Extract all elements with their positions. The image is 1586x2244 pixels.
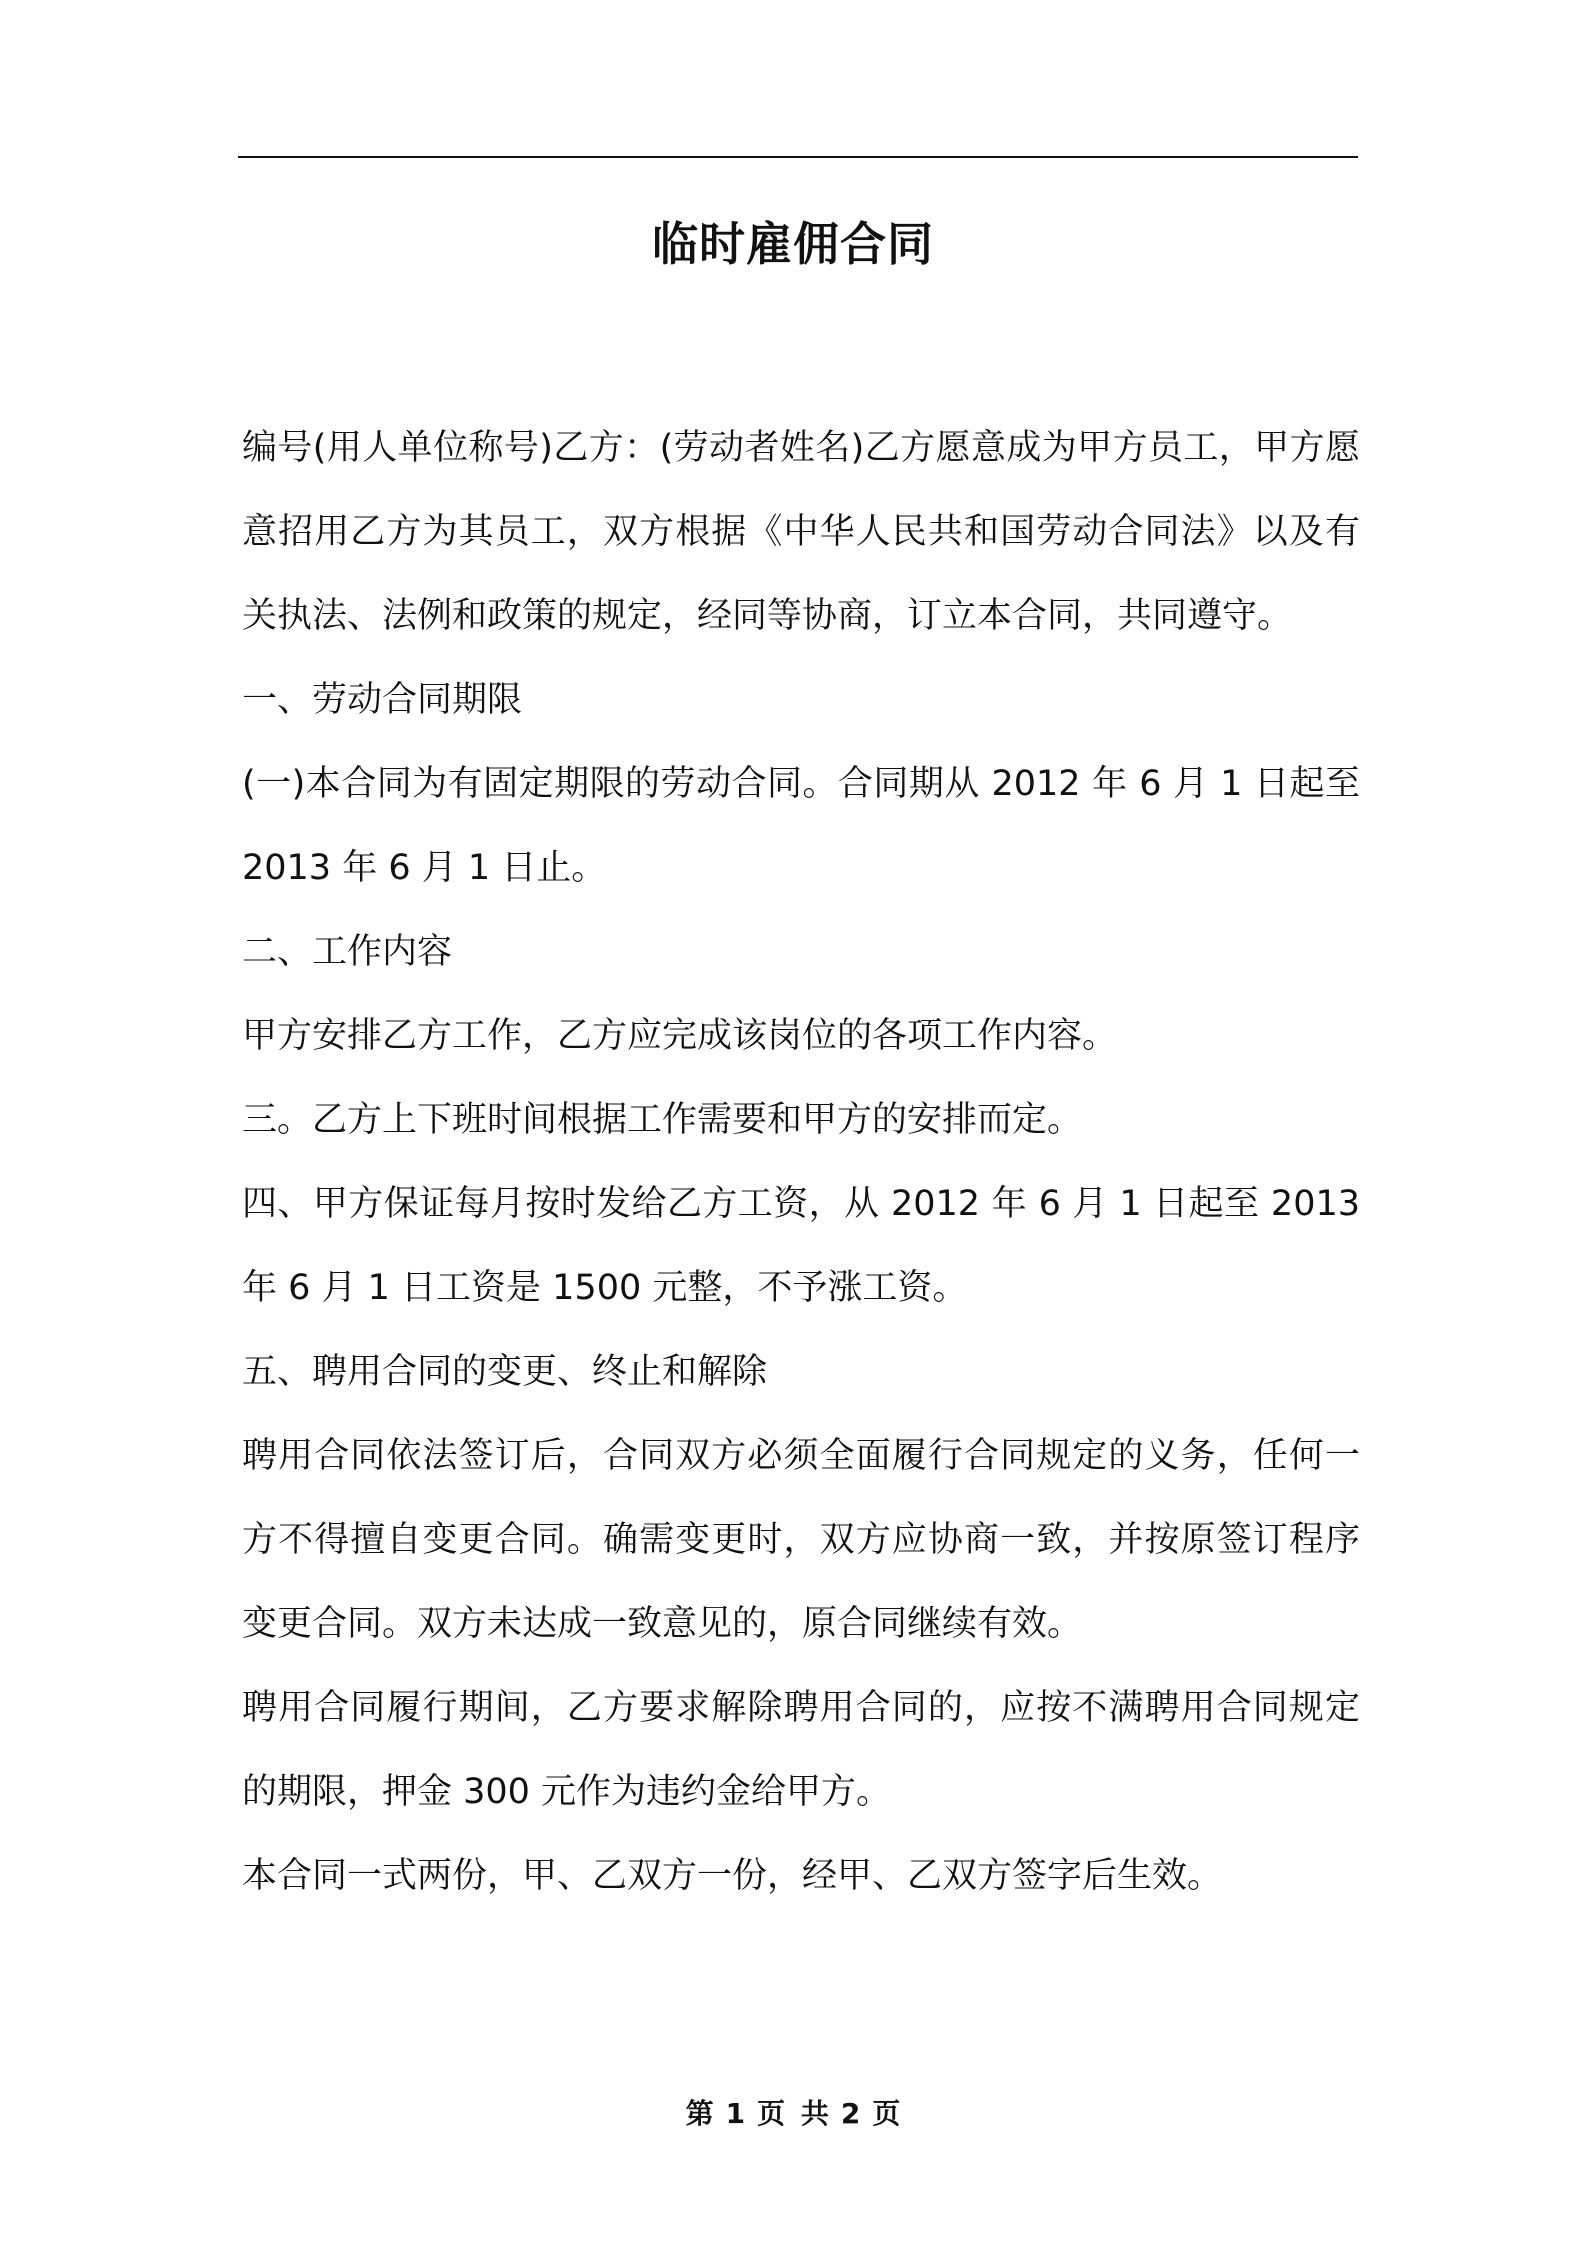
- paragraph-change: 聘用合同依法签订后，合同双方必须全面履行合同规定的义务，任何一方不得擅自变更合同。确需变更时，双方应协商一致，并按原签订程序变更合同。双方未达成一致意见的，原合同继续有效。: [242, 1436, 1360, 1644]
- page-label-suffix: 页: [872, 2097, 901, 2130]
- current-page-number: 1: [725, 2097, 746, 2130]
- document-body: [242, 406, 1360, 1918]
- paragraph-copies: 本合同一式两份，甲、乙双方一份，经甲、乙双方签字后生效。: [242, 1856, 1223, 1896]
- page-footer: [0, 2094, 1586, 2134]
- paragraph-termination: 聘用合同履行期间，乙方要求解除聘用合同的，应按不满聘用合同规定的期限，押金 300 元作为违约金给甲方。: [242, 1688, 1360, 1812]
- total-pages-number: 2: [840, 2097, 861, 2130]
- paragraph-term: (一)本合同为有固定期限的劳动合同。合同期从 2012 年 6 月 1 日起至 2013 年 6 月 1 日止。: [242, 764, 1360, 888]
- document-title: 临时雇佣合同: [652, 217, 934, 271]
- page-label-prefix: 第: [685, 2097, 714, 2130]
- paragraph-wages: 四、甲方保证每月按时发给乙方工资，从 2012 年 6 月 1 日起至 2013 年 6 月 1 日工资是 1500 元整，不予涨工资。: [242, 1184, 1360, 1308]
- page-label-middle: 页 共: [757, 2097, 829, 2130]
- section-heading-term: 一、劳动合同期限: [242, 680, 523, 720]
- paragraph-work-content: 甲方安排乙方工作，乙方应完成该岗位的各项工作内容。: [242, 1016, 1118, 1056]
- section-heading-work-content: 二、工作内容: [242, 932, 453, 972]
- header-rule: [238, 156, 1358, 158]
- paragraph-preamble: 编号(用人单位称号)乙方：(劳动者姓名)乙方愿意成为甲方员工，甲方愿意招用乙方为其员工，双方根据《中华人民共和国劳动合同法》以及有关执法、法例和政策的规定，经同等协商，订立本合同，共同遵守。: [242, 428, 1360, 636]
- section-heading-change-termination: 五、聘用合同的变更、终止和解除: [242, 1352, 768, 1392]
- paragraph-working-hours: 三。乙方上下班时间根据工作需要和甲方的安排而定。: [242, 1100, 1083, 1140]
